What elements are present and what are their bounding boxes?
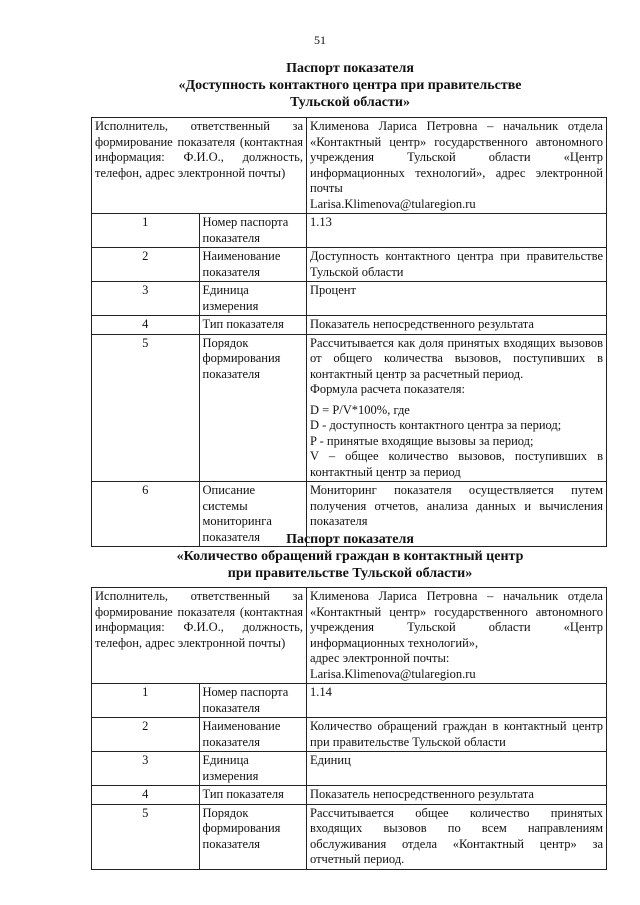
row-value: 1.13 <box>307 214 607 248</box>
row-label: Описание системы мониторинга показателя <box>199 482 307 547</box>
executor-email: Larisa.Klimenova@tularegion.ru <box>310 196 476 211</box>
row-label: Номер паспорта показателя <box>199 684 307 718</box>
executor-value: Клименова Лариса Петровна – начальник отдела «Контактный центр» государственного автономного учреждения Тульской области «Центр информационных технологий», <box>310 589 603 650</box>
passport-1-title-line: Паспорт показателя <box>286 61 414 76</box>
row-label: Наименование показателя <box>199 248 307 282</box>
row-value: Мониторинг показателя осуществляется путем получения отчетов, анализа данных и вычисления показателя <box>307 482 607 547</box>
table-row <box>92 588 607 684</box>
executor-value: Клименова Лариса Петровна – начальник отдела «Контактный центр» государственного автономного учреждения Тульской области «Центр информационных технологий», адрес электронной почты <box>310 119 603 195</box>
row-number: 3 <box>92 282 200 316</box>
table-row <box>92 804 607 869</box>
formula-definition: D - доступность контактного центра за период; <box>310 418 562 432</box>
row-label: Единица измерения <box>199 282 307 316</box>
table-row <box>92 118 607 214</box>
row-value: Показатель непосредственного результата <box>307 316 607 335</box>
formula: D = P/V*100%, где <box>310 402 410 417</box>
passport-1-title-line: Тульской области» <box>290 95 410 110</box>
executor-email: Larisa.Klimenova@tularegion.ru <box>310 666 476 681</box>
table-row <box>92 334 607 482</box>
row-number: 2 <box>92 248 200 282</box>
row-label: Тип показателя <box>199 316 307 335</box>
row-value: Рассчитывается общее количество принятых входящих вызовов по всем направлениям обслуживания отдела «Контактный центр» за отчетный период. <box>307 804 607 869</box>
executor-cell <box>307 118 607 214</box>
formula-intro: Формула расчета показателя: <box>310 382 465 396</box>
passport-1-table <box>91 117 607 547</box>
row-number: 5 <box>92 334 200 482</box>
calculation-text: Рассчитывается как доля принятых входящих вызовов от общего количества вызовов, поступивших в контактный центр за расчетный период. <box>310 335 603 381</box>
row-label: Тип показателя <box>199 786 307 805</box>
table-row <box>92 718 607 752</box>
executor-email-label: адрес электронной почты: <box>310 651 450 665</box>
passport-2-title-line: при правительстве Тульской области» <box>227 566 473 581</box>
table-row <box>92 752 607 786</box>
row-number: 3 <box>92 752 200 786</box>
page-number: 51 <box>314 33 326 47</box>
formula-definition: V – общее количество вызовов, поступивших в контактный центр за период <box>310 449 603 479</box>
row-label: Порядок формирования показателя <box>199 334 307 482</box>
row-number: 2 <box>92 718 200 752</box>
executor-cell <box>307 588 607 684</box>
row-number: 6 <box>92 482 200 547</box>
row-value: Показатель непосредственного результата <box>307 786 607 805</box>
row-value: Доступность контактного центра при правительстве Тульской области <box>307 248 607 282</box>
row-number: 4 <box>92 316 200 335</box>
row-label: Номер паспорта показателя <box>199 214 307 248</box>
row-value: Единиц <box>307 752 607 786</box>
executor-label: Исполнитель, ответственный за формирование показателя (контактная информация: Ф.И.О., должность, телефон, адрес электронной почты) <box>92 588 307 684</box>
row-number: 4 <box>92 786 200 805</box>
passport-2-table <box>91 587 607 870</box>
executor-label: Исполнитель, ответственный за формирование показателя (контактная информация: Ф.И.О., должность, телефон, адрес электронной почты) <box>92 118 307 214</box>
passport-2-title-line: «Количество обращений граждан в контактный центр <box>176 549 524 564</box>
formula-definition: P - принятые входящие вызовы за период; <box>310 433 534 448</box>
table-row <box>92 214 607 248</box>
row-number: 5 <box>92 804 200 869</box>
calculation-method <box>307 334 607 482</box>
row-value: 1.14 <box>307 684 607 718</box>
table-row <box>92 316 607 335</box>
passport-1-title-line: «Доступность контактного центра при правительстве <box>178 78 522 93</box>
row-value: Количество обращений граждан в контактный центр при правительстве Тульской области <box>307 718 607 752</box>
passport-2-title <box>95 531 605 582</box>
row-number: 1 <box>92 684 200 718</box>
table-row <box>92 282 607 316</box>
row-number: 1 <box>92 214 200 248</box>
row-label: Наименование показателя <box>199 718 307 752</box>
table-row <box>92 786 607 805</box>
passport-1-title <box>95 60 605 111</box>
row-value: Процент <box>307 282 607 316</box>
row-label: Единица измерения <box>199 752 307 786</box>
row-label: Порядок формирования показателя <box>199 804 307 869</box>
table-row <box>92 248 607 282</box>
passport-2-title-line: Паспорт показателя <box>286 532 414 547</box>
table-row <box>92 684 607 718</box>
